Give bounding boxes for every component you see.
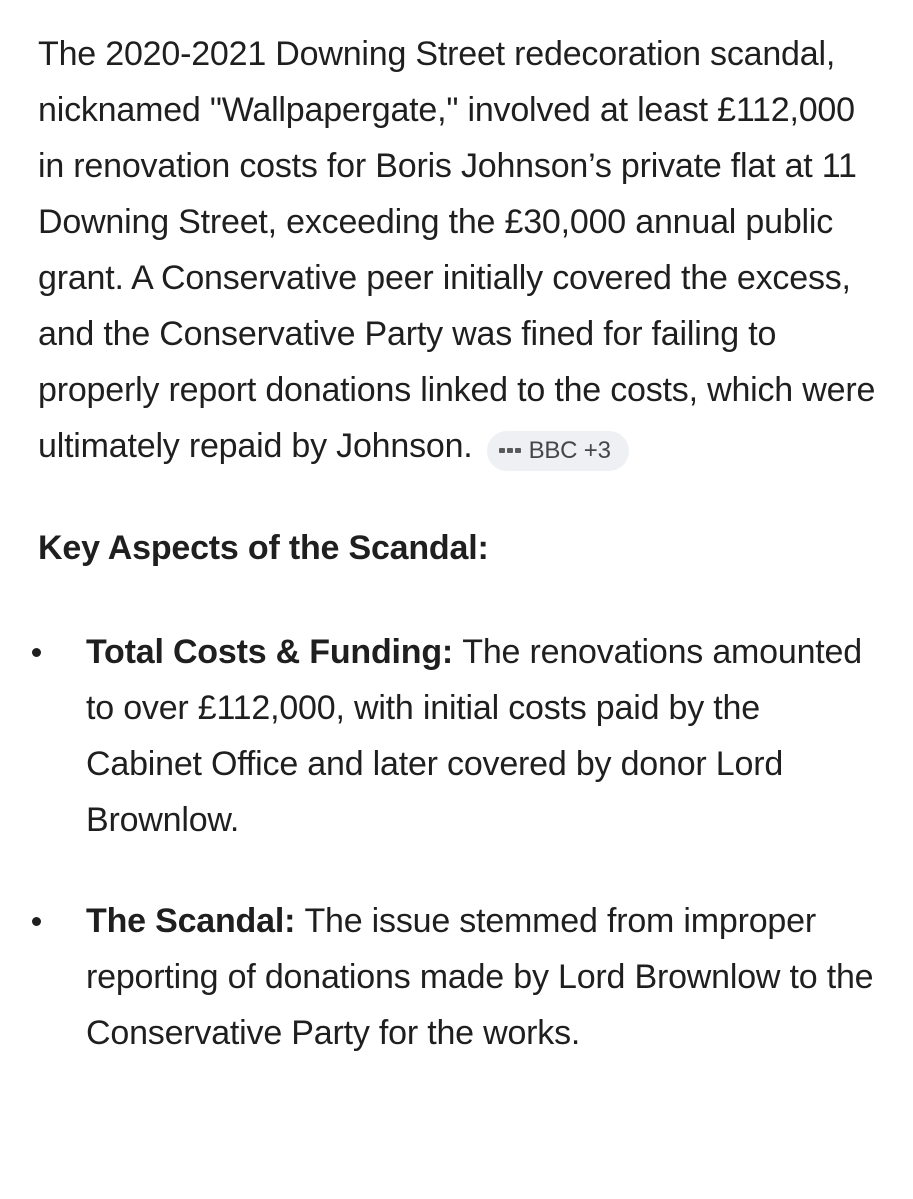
bullet-icon <box>32 648 41 657</box>
source-chip[interactable] <box>487 431 629 471</box>
list-item <box>38 624 878 848</box>
source-chip-label: BBC +3 <box>528 436 611 464</box>
aspect-term: The Scandal: <box>86 902 305 940</box>
intro-text: The 2020-2021 Downing Street redecoration scandal, nicknamed "Wallpapergate," involved at least £112,000 in renovation costs for Boris Johnson’s private flat at 11 Downing Street, exceeding the £30,000 annual public grant. A Conservative peer initially covered the excess, and the Conservative Party was fined for failing to properly report donations linked to the costs, which were ultimately repaid by Johnson. <box>38 35 876 465</box>
response-content <box>38 26 878 1106</box>
aspect-text: The issue stemmed from improper reporting of donations made by Lord Brownlow to the Conservative Party for the works. <box>86 902 874 1052</box>
aspect-text: The renovations amounted to over £112,000, with initial costs paid by the Cabinet Office and later covered by donor Lord Brownlow. <box>86 633 862 839</box>
intro-paragraph <box>38 26 878 474</box>
bbc-logo-icon <box>499 448 521 453</box>
section-heading: Key Aspects of the Scandal: <box>38 529 489 567</box>
aspects-list <box>38 624 878 1061</box>
list-item <box>38 893 878 1061</box>
bullet-icon <box>32 917 41 926</box>
aspect-term: Total Costs & Funding: <box>86 633 463 671</box>
